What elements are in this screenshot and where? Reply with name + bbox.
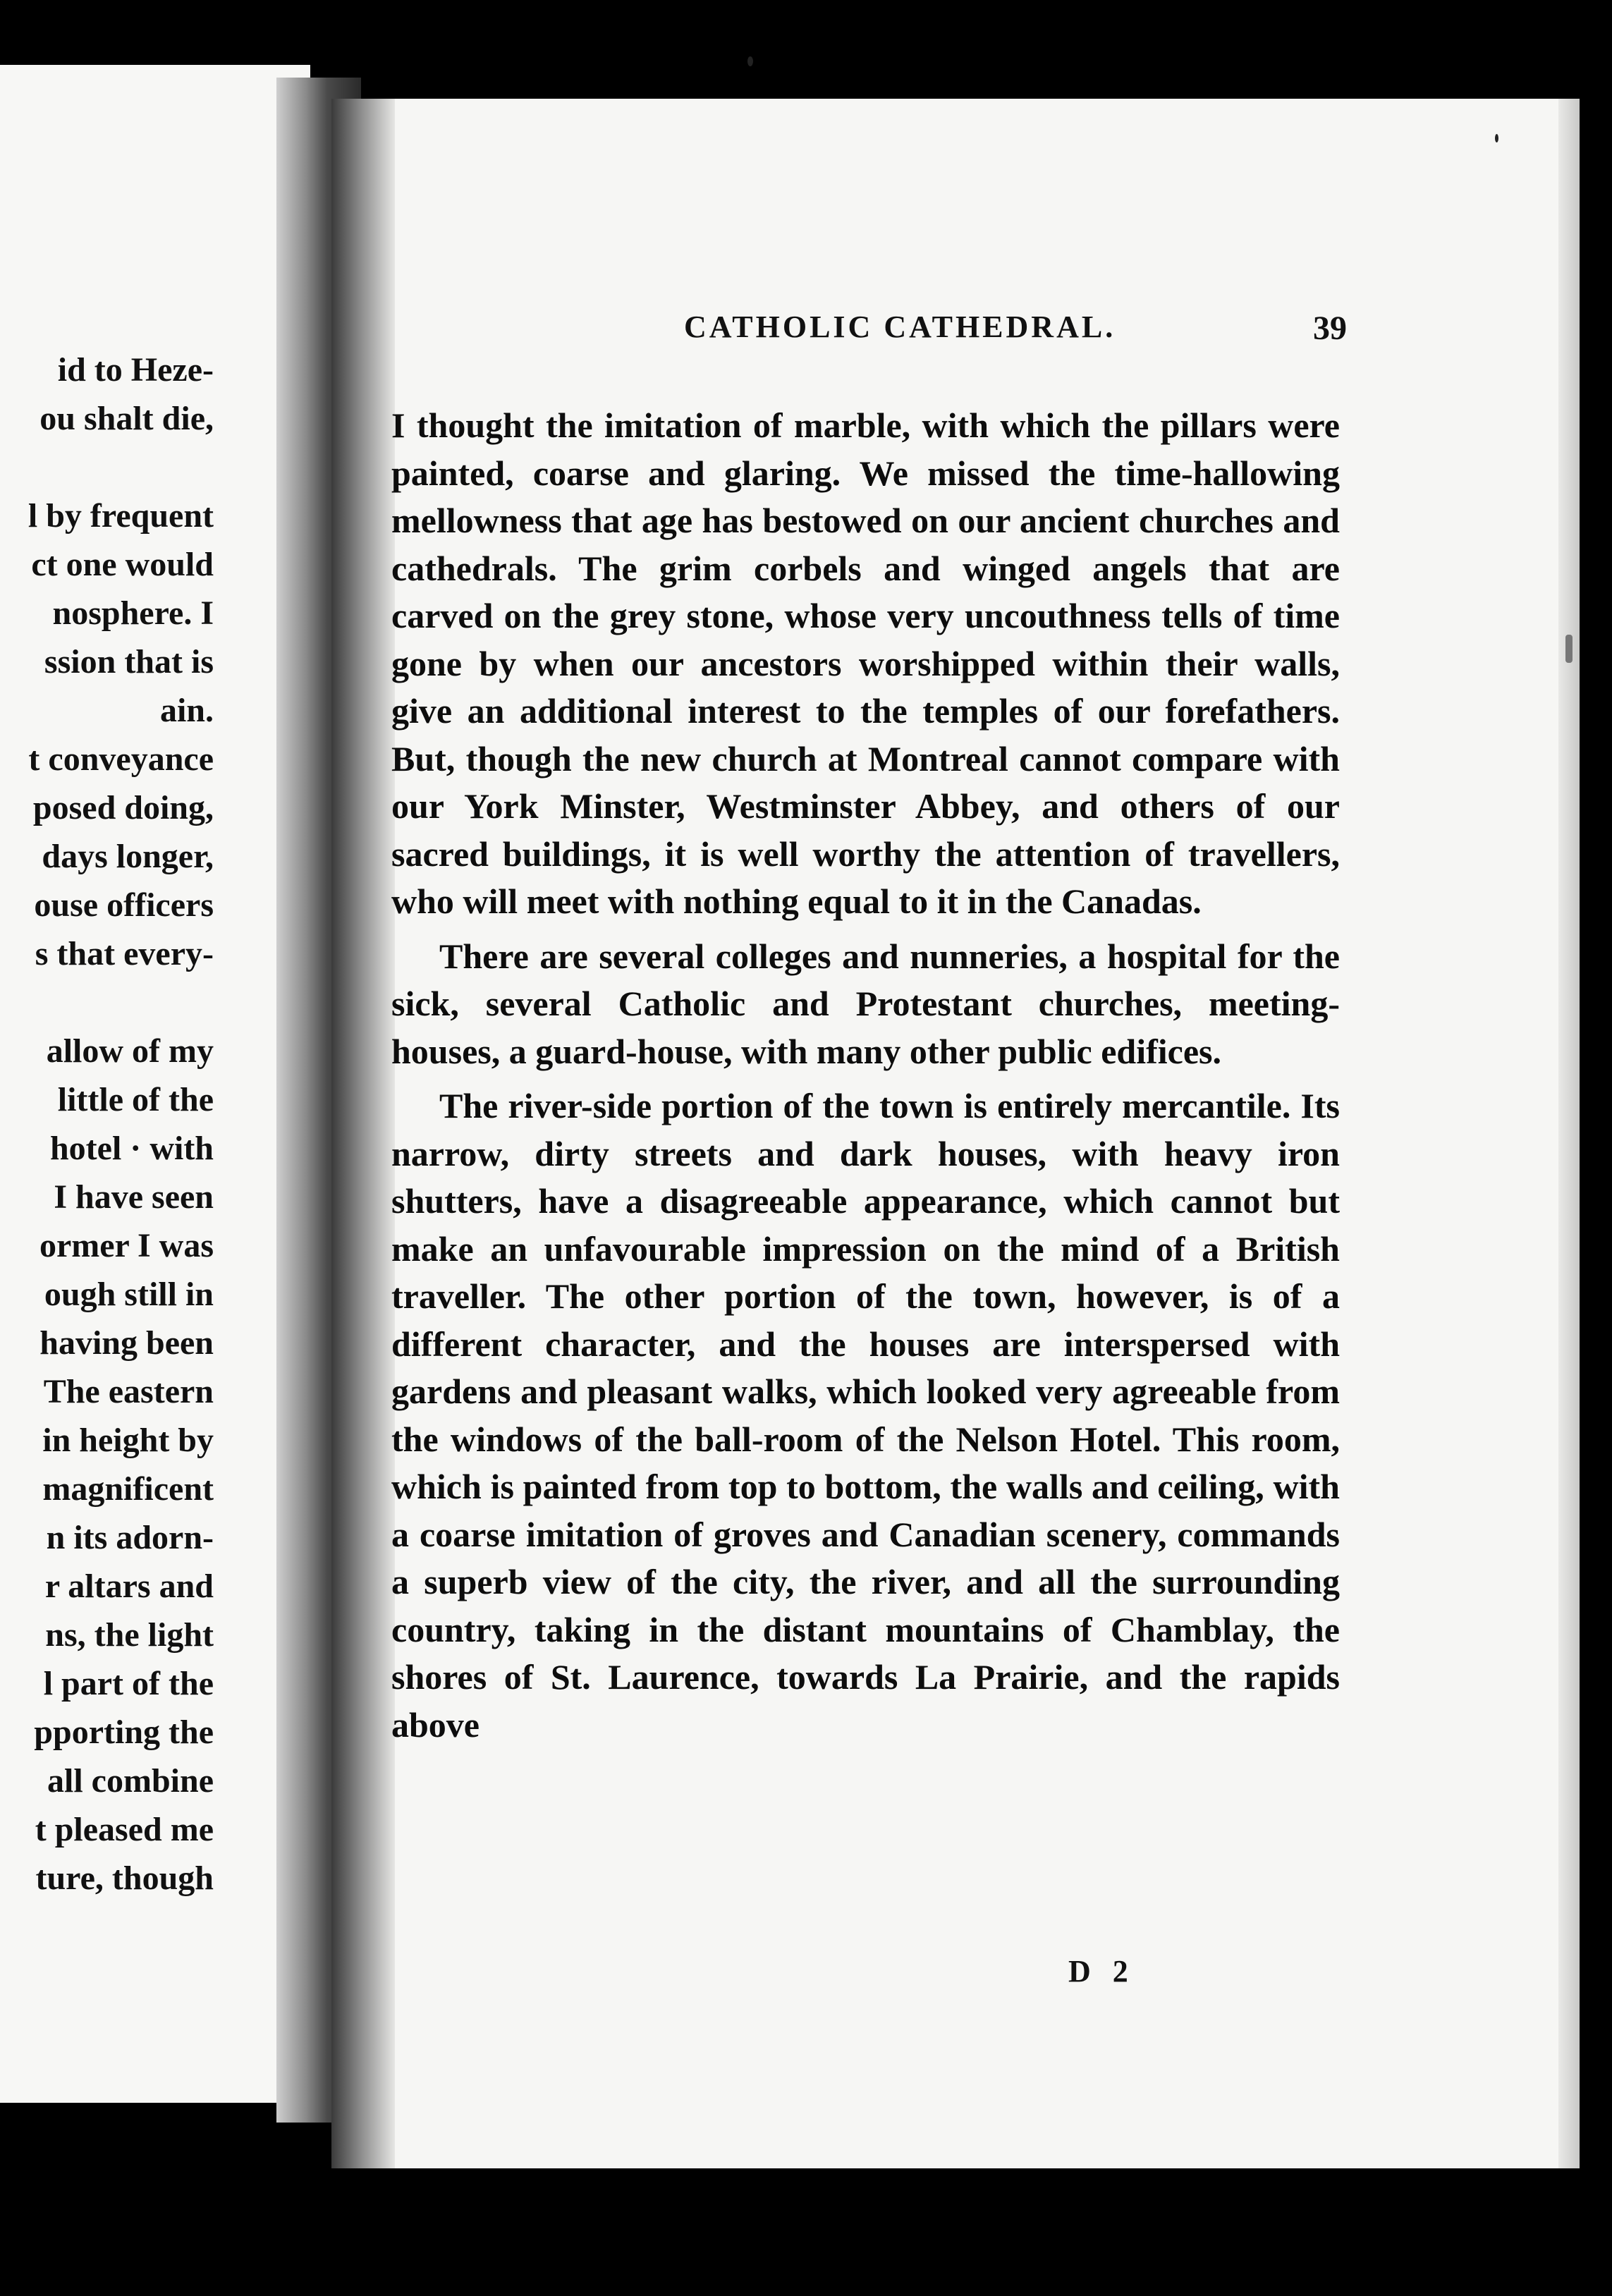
left-page-line: t pleased me (35, 1811, 214, 1848)
left-page-line: ns, the light (45, 1616, 214, 1654)
left-page-line: ormer I was (39, 1227, 214, 1264)
left-page-text (0, 346, 214, 1903)
left-page-line: in height by (42, 1422, 214, 1459)
left-page-line: l part of the (43, 1665, 214, 1702)
paragraph-3: The river-side portion of the town is entirely mercantile. Its narrow, dirty streets and dark houses, with heavy iron shutters, have a disagreeable appearance, which cannot but make an unfavourable impression on the mind of a British traveller. The other portion of the town, however, is of a different character, and the houses are interspersed with gardens and pleasant walks, which looked very agreeable from the windows of the ball-room of the Nelson Hotel. This room, which is painted from top to bottom, the walls and ceiling, with a coarse imitation of groves and Canadian scenery, commands a superb view of the city, the river, and all the surrounding country, taking in the distant mountains of Chamblay, the shores of St. Laurence, towards La Prairie, and the rapids above (391, 1086, 1340, 1745)
running-head: CATHOLIC CATHEDRAL. (684, 310, 1116, 344)
left-page-line: allow of my (46, 1032, 214, 1070)
left-page-line: days longer, (42, 838, 214, 875)
left-page-line: r altars and (44, 1568, 214, 1605)
left-page-line: little of the (57, 1081, 214, 1118)
left-page-line: ture, though (35, 1860, 214, 1897)
left-page-line: all combine (47, 1762, 214, 1800)
left-page-line: ssion that is (44, 643, 214, 680)
left-page-line: s that every- (35, 935, 214, 972)
left-page-line: ain. (159, 692, 214, 729)
left-page-line: n its adorn- (46, 1519, 214, 1556)
left-page-line: id to Heze- (57, 351, 214, 389)
page-number: 39 (1313, 310, 1347, 347)
left-page-line: ough still in (44, 1276, 214, 1313)
left-page-line (0, 978, 214, 1027)
right-page-edge (1558, 99, 1580, 2168)
page-header (684, 309, 1347, 351)
left-page-line: having been (39, 1324, 214, 1362)
left-page-line: ouse officers (34, 886, 214, 924)
paragraph-2: There are several colleges and nunneries, a hospital for the sick, several Catholic and Protestant churches, meeting-houses, a guard-house, with many other public edifices. (391, 936, 1340, 1071)
scan-speck (1565, 635, 1573, 663)
left-page-line: pporting the (34, 1714, 214, 1751)
left-page-line: ct one would (31, 546, 214, 583)
left-page-line: nosphere. I (52, 594, 214, 632)
left-page-line: posed doing, (32, 789, 214, 826)
left-page-line: magnificent (42, 1470, 214, 1508)
right-page-gutter-shadow (331, 99, 395, 2168)
left-page-line: hotel · with (49, 1130, 214, 1167)
left-page-line (0, 443, 214, 491)
scan-speck (1495, 134, 1498, 142)
left-page-line: I have seen (54, 1178, 214, 1216)
signature-mark: D 2 (1068, 1954, 1135, 1989)
left-page-line: t conveyance (28, 740, 214, 778)
scan-speck (747, 56, 753, 66)
left-page-line: The eastern (43, 1373, 214, 1410)
page-body (391, 402, 1340, 1749)
left-page-line: l by frequent (28, 497, 214, 535)
paragraph-1: I thought the imitation of marble, with which the pillars were painted, coarse and glaring. We missed the time-hallowing mellowness that age has bestowed on our ancient churches and cathedrals. The grim corbels and winged angels that are carved on the grey stone, whose very uncouthness tells of time gone by when our ancestors worshipped within their walls, give an additional interest to the temples of our forefathers. But, though the new church at Montreal cannot compare with our York Minster, Westminster Abbey, and others of our sacred buildings, it is well worthy the attention of travellers, who will meet with nothing equal to it in the Canadas. (391, 405, 1340, 921)
left-page-line: ou shalt die, (39, 400, 214, 437)
